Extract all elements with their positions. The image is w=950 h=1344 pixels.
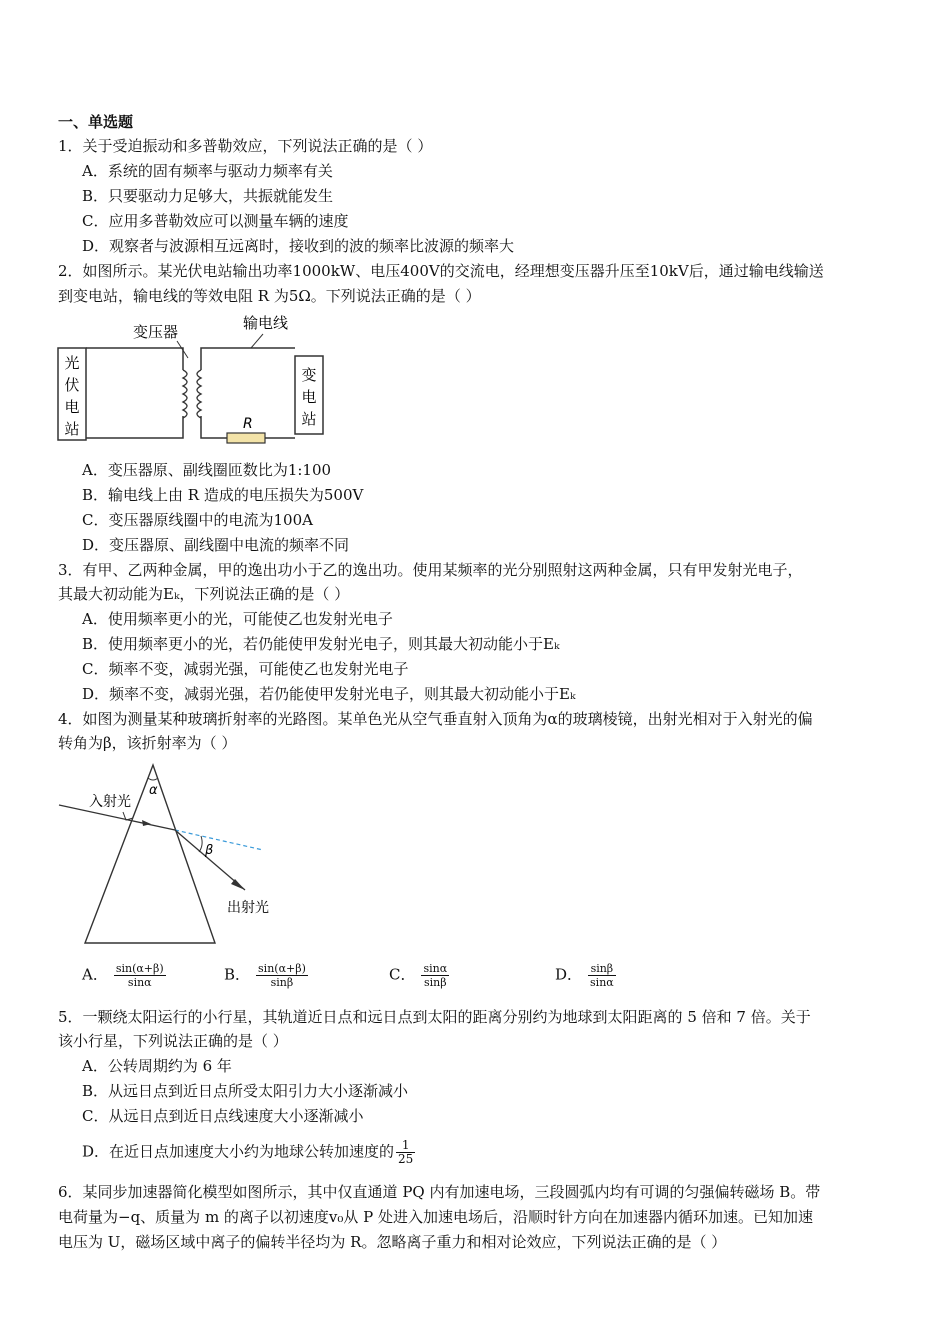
primary-coil	[183, 370, 187, 418]
q2-stem-line1: 2．如图所示。某光伏电站输出功率1000kW、电压400V的交流电，经理想变压器升压至10kV后，通过输电线输送	[58, 262, 824, 280]
section-title: 一、单选题	[58, 113, 134, 131]
q5-option-a: A．公转周期约为 6 年	[82, 1057, 232, 1075]
line-label: 输电线	[243, 314, 289, 332]
q4-stem-line1: 4．如图为测量某种玻璃折射率的光路图。某单色光从空气垂直射入顶角为α的玻璃棱镜，出射光相对于入射光的偏	[58, 710, 813, 728]
q3-stem-line1: 3．有甲、乙两种金属，甲的逸出功小于乙的逸出功。使用某频率的光分别照射这两种金属，只有甲发射光电子，	[58, 561, 803, 579]
q4-option-b-den: sinβ	[270, 976, 294, 989]
q5-stem-line2: 该小行星，下列说法正确的是（ ）	[58, 1032, 288, 1050]
q6-stem-line2: 电荷量为−q、质量为 m 的离子以初速度v₀从 P 处进入加速电场后，沿顺时针方向在加速器内循环加速。已知加速	[58, 1208, 814, 1226]
q4-option-d	[555, 962, 616, 989]
q3-option-c: C．频率不变，减弱光强，可能使乙也发射光电子	[82, 660, 409, 678]
q4-option-a-num: sin(α+β)	[115, 962, 164, 975]
pv-station-char-4: 站	[64, 420, 80, 438]
q4-option-c-label: C．	[389, 965, 416, 984]
q5-option-b: B．从远日点到近日点所受太阳引力大小逐渐减小	[82, 1082, 409, 1100]
q3-option-b: B．使用频率更小的光，若仍能使甲发射光电子，则其最大初动能小于Eₖ	[82, 635, 560, 653]
substation-char-1: 变	[301, 366, 317, 384]
q5-option-d	[82, 1139, 415, 1166]
q5-option-d-text: D．在近日点加速度大小约为地球公转加速度的	[82, 1142, 395, 1161]
pv-station-char-1: 光	[64, 354, 80, 372]
q4-option-a-label: A．	[82, 965, 108, 984]
q2-option-a: A．变压器原、副线圈匝数比为1:100	[82, 461, 332, 479]
q2-option-b: B．输电线上由 R 造成的电压损失为500V	[82, 486, 364, 504]
q5-option-c: C．从远日点到近日点线速度大小逐渐减小	[82, 1107, 364, 1125]
resistor-label: R	[243, 416, 253, 432]
q4-option-c-num: sinα	[423, 962, 448, 975]
q5-stem-line1: 5．一颗绕太阳运行的小行星，其轨道近日点和远日点到太阳的距离分别约为地球到太阳距离的 5 倍和 7 倍。关于	[58, 1008, 811, 1026]
q1-option-d: D．观察者与波源相互远离时，接收到的波的频率比波源的频率大	[82, 237, 515, 255]
incident-label: 入射光	[89, 794, 131, 810]
q4-option-b-num: sin(α+β)	[258, 962, 306, 975]
q3-option-d: D．频率不变，减弱光强，若仍能使甲发射光电子，则其最大初动能小于Eₖ	[82, 685, 576, 703]
q4-option-a-den: sinα	[127, 976, 152, 989]
q1-option-a: A．系统的固有频率与驱动力频率有关	[82, 162, 333, 180]
q4-option-b-label: B．	[224, 965, 251, 984]
resistor-r	[227, 433, 265, 443]
secondary-coil	[197, 370, 201, 418]
q1-option-b: B．只要驱动力足够大，共振就能发生	[82, 187, 334, 205]
q6-stem-line1: 6．某同步加速器简化模型如图所示，其中仅直通道 PQ 内有加速电场，三段圆弧内均有可调的匀强偏转磁场 B。带	[58, 1183, 821, 1201]
beta-label: β	[205, 843, 214, 858]
q4-stem-line2: 转角为β，该折射率为（ ）	[58, 734, 237, 752]
q4-option-d-den: sinα	[590, 976, 614, 989]
substation-char-2: 电	[301, 388, 317, 406]
q3-option-a: A．使用频率更小的光，可能使乙也发射光电子	[82, 610, 393, 628]
q4-option-d-label: D．	[555, 965, 583, 984]
q1-stem: 1．关于受迫振动和多普勒效应，下列说法正确的是（ ）	[58, 137, 433, 155]
exit-label: 出射光	[227, 900, 269, 916]
q4-option-d-num: sinβ	[588, 962, 616, 976]
q5-option-d-den: 25	[398, 1152, 414, 1166]
q6-stem-line3: 电压为 U，磁场区域中离子的偏转半径均为 R。忽略离子重力和相对论效应，下列说法正确的是（ ）	[58, 1233, 727, 1251]
power-transmission-diagram	[55, 310, 330, 450]
q2-option-c: C．变压器原线圈中的电流为100A	[82, 511, 313, 529]
extension-dashed	[175, 830, 263, 850]
pv-station-char-3: 电	[64, 398, 80, 416]
q4-option-c	[389, 962, 449, 989]
q3-stem-line2: 其最大初动能为Eₖ，下列说法正确的是（ ）	[58, 585, 350, 603]
q2-option-d: D．变压器原、副线圈中电流的频率不同	[82, 536, 350, 554]
pv-station-char-2: 伏	[64, 376, 80, 394]
q4-option-a	[82, 962, 166, 989]
q4-option-c-den: sinβ	[424, 976, 447, 989]
substation-char-3: 站	[301, 410, 317, 428]
q2-stem-line2: 到变电站，输电线的等效电阻 R 为5Ω。下列说法正确的是（ ）	[58, 287, 481, 305]
q4-option-b	[224, 962, 308, 989]
prism-diagram	[55, 760, 275, 950]
alpha-label: α	[149, 783, 158, 798]
q5-option-d-num: 1	[396, 1139, 415, 1153]
transformer-label: 变压器	[133, 323, 179, 341]
q1-option-c: C．应用多普勒效应可以测量车辆的速度	[82, 212, 349, 230]
